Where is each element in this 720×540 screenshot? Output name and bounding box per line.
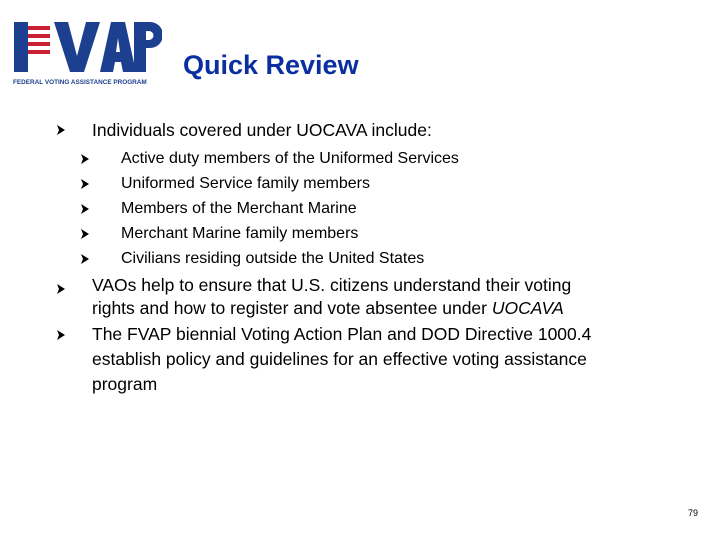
logo-subtitle: FEDERAL VOTING ASSISTANCE PROGRAM bbox=[13, 79, 147, 86]
arrowhead-bullet-icon bbox=[80, 153, 90, 165]
sub-bullet-item: Civilians residing outside the United States bbox=[121, 250, 425, 267]
bullet-uocava-covered: Individuals covered under UOCAVA include: bbox=[92, 120, 432, 140]
arrowhead-bullet-icon bbox=[80, 228, 90, 240]
arrowhead-bullet-icon bbox=[56, 124, 66, 136]
bullet-vaos-line2-text: rights and how to register and vote absentee under bbox=[92, 298, 492, 318]
page-title: Quick Review bbox=[183, 50, 359, 80]
bullet-fvap-line3: program bbox=[92, 374, 158, 394]
arrowhead-bullet-icon bbox=[80, 178, 90, 190]
bullet-vaos-line2 bbox=[92, 297, 564, 320]
bullet-fvap-line1: The FVAP biennial Voting Action Plan and DOD Directive 1000.4 bbox=[92, 324, 592, 344]
sub-bullet-item: Active duty members of the Uniformed Services bbox=[121, 150, 459, 167]
bullet-fvap-line2: establish policy and guidelines for an effective voting assistance bbox=[92, 349, 587, 369]
sub-bullet-item: Members of the Merchant Marine bbox=[121, 200, 357, 217]
arrowhead-bullet-icon bbox=[80, 203, 90, 215]
arrowhead-bullet-icon bbox=[56, 329, 66, 341]
bullet-vaos-line1: VAOs help to ensure that U.S. citizens understand their voting bbox=[92, 275, 572, 295]
sub-bullet-item: Uniformed Service family members bbox=[121, 175, 370, 192]
arrowhead-bullet-icon bbox=[56, 283, 66, 295]
uocava-italic: UOCAVA bbox=[491, 298, 564, 318]
sub-bullet-item: Merchant Marine family members bbox=[121, 225, 359, 242]
fvap-logo bbox=[10, 16, 162, 90]
arrowhead-bullet-icon bbox=[80, 253, 90, 265]
page-number: 79 bbox=[687, 508, 698, 518]
